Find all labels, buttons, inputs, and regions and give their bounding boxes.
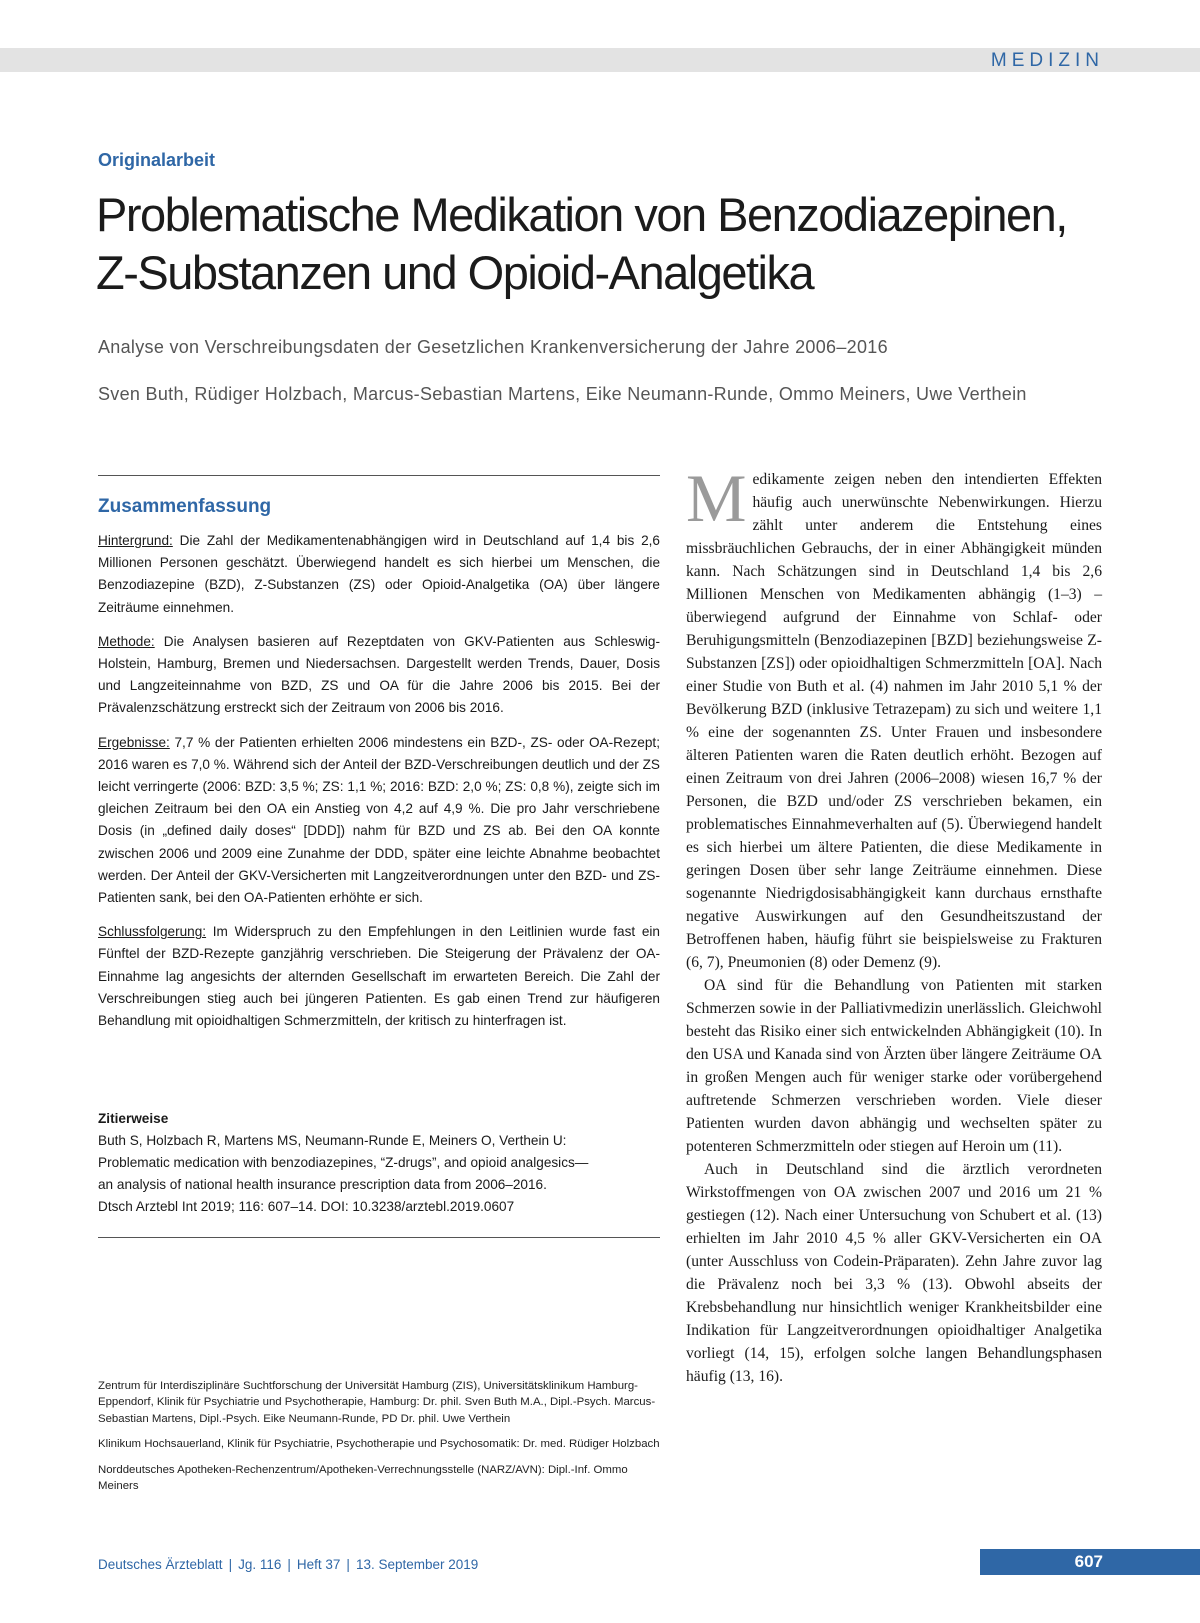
abstract-text: Die Zahl der Medikamentenabhängigen wird in Deutschland auf 1,4 bis 2,6 Millionen Personen geschätzt. Überwiegend handelt es sich hierbei um Menschen, die Benzodiazepine (BZD), Z-Substanzen (ZS) oder Opioid-Analgetika (OA) über längere Zeiträume einnehmen. bbox=[98, 533, 660, 615]
article-title: Problematische Medikation von Benzodiazepinen, Z-Substanzen und Opioid-Analgetika bbox=[96, 188, 1067, 299]
abstract-label: Methode: bbox=[98, 633, 155, 649]
citation-line: Buth S, Holzbach R, Martens MS, Neumann-Runde E, Meiners O, Verthein U: bbox=[98, 1133, 567, 1148]
footer-volume: Jg. 116 bbox=[238, 1557, 282, 1572]
affiliations bbox=[98, 1378, 660, 1503]
abstract-results bbox=[98, 732, 660, 910]
body-paragraph: OA sind für die Behandlung von Patienten mit starken Schmerzen sowie in der Palliativmedizin unerlässlich. Gleichwohl besteht das Risiko einer sich entwickelnden Abhängigkeit (10). In den USA und Kanada sind von Ärzten über längere Zeiträume OA in großen Mengen auch für weniger starke oder vorübergehend auftretende Schmerzen verschrieben worden. Viele dieser Patienten wurden davon abhängig und wechselten später zu potenteren Schmerzmitteln oder stiegen auf Heroin um (11). bbox=[686, 977, 1102, 1155]
body-text bbox=[686, 460, 1102, 1388]
footer-separator: | bbox=[287, 1557, 291, 1572]
footer-separator: | bbox=[346, 1557, 350, 1572]
footer-separator: | bbox=[228, 1557, 233, 1572]
footer-date: 13. September 2019 bbox=[355, 1557, 479, 1572]
abstract-bottom-rule bbox=[98, 1237, 660, 1238]
article-kicker: Originalarbeit bbox=[98, 150, 216, 170]
body-paragraph-text: edikamente zeigen neben den intendierten Effekten häufig auch unerwünschte Nebenwirkungen. Hierzu zählt unter anderem die Entstehung eines missbräuchlichen Gebrauchs, der in einer Abhängigkeit münden kann. Nach Schätzungen sind in Deutschland 1,4 bis 2,6 Millionen Menschen von Medikamenten abhängig (1–3) – überwiegend aufgrund der Einnahme von Schlaf- oder Beruhigungsmitteln (Benzodiazepinen [BZD] beziehungsweise Z-Substanzen [ZS]) oder opioidhaltigen Schmerzmitteln [OA]. Nach einer Studie von Buth et al. (4) nahmen im Jahr 2010 5,1 % der Bevölkerung BZD (inklusive Tetrazepam) zu sich und weitere 1,1 % eine der sogenannten ZS. Unter Frauen und insbesondere älteren Patienten waren die Raten deutlich erhöht. Bezogen auf einen Zeitraum von drei Jahren (2006–2008) wiesen 16,7 % der Personen, die BZD und/oder ZS verschrieben bekamen, ein problematisches Einnahmeverhalten auf (5). Überwiegend handelt es sich hierbei um ältere Patienten, die diese Medikamente in geringen Dosen über sehr lange Zeiträume einnehmen. Diese sogenannte Niedrigdosisabhängigkeit kann durchaus ernsthafte negative Auswirkungen auf den Gesundheitszustand der Betroffenen haben, häufig führt sie beispielsweise zu Frakturen (6, 7), Pneumonien (8) oder Demenz (9). bbox=[686, 471, 1102, 971]
abstract-body bbox=[98, 530, 660, 1044]
article-subtitle: Analyse von Verschreibungsdaten der Gesetzlichen Krankenversicherung der Jahre 2006–2016 bbox=[98, 337, 888, 357]
abstract-method bbox=[98, 631, 660, 720]
affiliation: Norddeutsches Apotheken-Rechenzentrum/Apotheken-Verrechnungsstelle (NARZ/AVN): Dipl.-Inf. Ommo Meiners bbox=[98, 1463, 628, 1493]
abstract-label: Ergebnisse: bbox=[98, 734, 170, 750]
affiliation: Klinikum Hochsauerland, Klinik für Psychiatrie, Psychotherapie und Psychosomatik: Dr. med. Rüdiger Holzbach bbox=[98, 1438, 660, 1451]
citation-line: Dtsch Arztebl Int 2019; 116: 607–14. DOI: 10.3238/arztebl.2019.0607 bbox=[98, 1199, 515, 1214]
footer-issue: Heft 37 bbox=[296, 1557, 341, 1572]
abstract-conclusion bbox=[98, 921, 660, 1032]
citation-line: an analysis of national health insurance prescription data from 2006–2016. bbox=[98, 1177, 547, 1192]
footer bbox=[98, 1557, 478, 1572]
abstract-top-rule bbox=[98, 475, 660, 476]
abstract-text: Die Analysen basieren auf Rezeptdaten von GKV-Patienten aus Schleswig-Holstein, Hamburg, Bremen und Niedersachsen. Dargestellt werden Trends, Dauer, Dosis und Langzeiteinnahme von BZD, ZS und OA für die Jahre 2006 bis 2015. Bei der Prävalenzschätzung erstreckt sich der Zeitraum von 2006 bis 2016. bbox=[98, 633, 660, 716]
abstract-label: Hintergrund: bbox=[98, 533, 173, 548]
citation-block bbox=[98, 1108, 660, 1218]
abstract-label: Schlussfolgerung: bbox=[98, 924, 207, 940]
section-label: MEDIZIN bbox=[990, 50, 1104, 71]
abstract-heading: Zusammenfassung bbox=[98, 496, 272, 517]
body-paragraph bbox=[686, 460, 1102, 974]
footer-journal: Deutsches Ärzteblatt bbox=[98, 1557, 223, 1572]
citation-line: Problematic medication with benzodiazepines, “Z-drugs”, and opioid analgesics— bbox=[98, 1155, 589, 1170]
page-number: 607 bbox=[1074, 1552, 1103, 1571]
abstract-text: 7,7 % der Patienten erhielten 2006 mindestens ein BZD-, ZS- oder OA-Rezept; 2016 waren es 7,0 %. Während sich der Anteil der BZD-Verschreibungen deutlich und der ZS leicht verringerte (2006: BZD: 3,5 %; ZS: 1,1 %; 2016: BZD: 2,0 %; ZS: 0,8 %), zeigte sich im gleichen Zeitraum bei den OA ein Anstieg von 4,2 auf 4,9 %. Die pro Jahr verschriebene Dosis (in „defined daily doses“ [DDD]) nahm für BZD und ZS ab. Bei den OA konnte zwischen 2006 und 2009 eine Zunahme der DDD, später eine leichte Abnahme beobachtet werden. Der Anteil der GKV-Versicherten mit Langzeitverordnungen unter den BZD- und ZS-Patienten sank, bei den OA-Patienten erhöhte er sich. bbox=[98, 734, 660, 906]
drop-cap: M bbox=[686, 460, 747, 536]
citation-heading: Zitierweise bbox=[98, 1111, 169, 1126]
article-authors: Sven Buth, Rüdiger Holzbach, Marcus-Sebastian Martens, Eike Neumann-Runde, Ommo Meiners, Uwe Verthein bbox=[98, 384, 1027, 404]
body-paragraph: Auch in Deutschland sind die ärztlich verordneten Wirkstoffmengen von OA zwischen 2007 und 2016 um 21 % gestiegen (12). Nach einer Untersuchung von Schubert et al. (13) erhielten im Jahr 2010 4,5 % aller GKV-Versicherten ein OA (unter Ausschluss von Codein-Präparaten). Zehn Jahre zuvor lag die Prävalenz noch bei 3,3 % (13). Obwohl abseits der Krebsbehandlung nur hinsichtlich weniger Krankheitsbilder eine Indikation für Langzeitverordnungen opioidhaltiger Analgetika vorliegt (14, 15), erfolgen solche langen Behandlungsphasen häufig (13, 16). bbox=[686, 1161, 1102, 1385]
abstract-text: Im Widerspruch zu den Empfehlungen in den Leitlinien wurde fast ein Fünftel der BZD-Rezepte ganzjährig verschrieben. Die Steigerung der Prävalenz der OA-Einnahme lag angesichts der alternden Gesellschaft im erwarteten Bereich. Die Zahl der Verschreibungen stieg auch bei jüngeren Patienten. Es gab einen Trend zur häufigeren Behandlung mit opioidhaltigen Schmerzmitteln, der kritisch zu hinterfragen ist. bbox=[98, 924, 660, 1029]
affiliation: Zentrum für Interdisziplinäre Suchtforschung der Universität Hamburg (ZIS), Universitätsklinikum Hamburg-Eppendorf, Klinik für Psychiatrie und Psychotherapie, Hamburg: Dr. phil. Sven Buth M.A., Dipl.-Psych. Marcus-Sebastian Martens, Dipl.-Psych. Eike Neumann-Runde, PD Dr. phil. Uwe Verthein bbox=[98, 1380, 656, 1425]
abstract-background bbox=[98, 530, 660, 619]
